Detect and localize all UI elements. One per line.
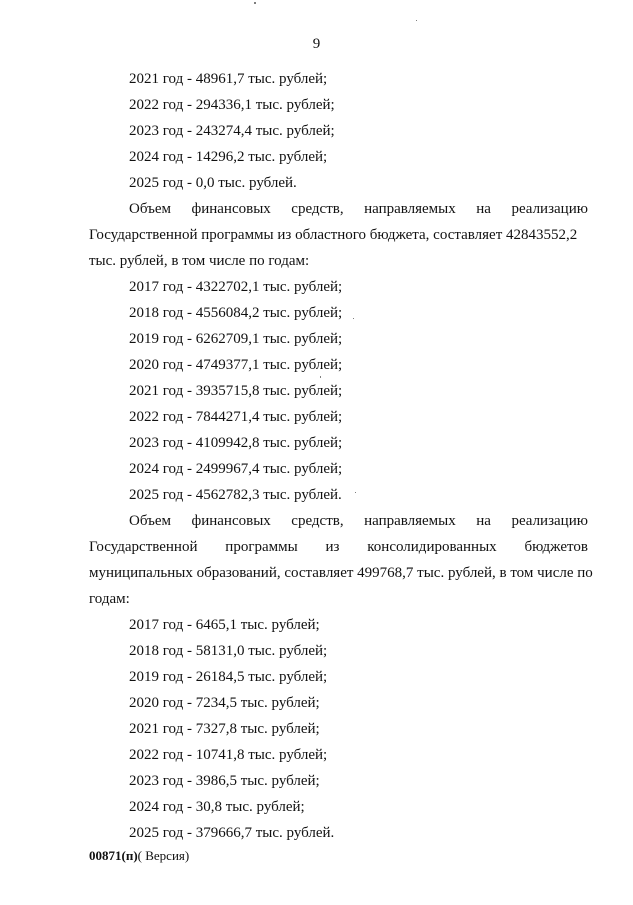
word: программы [225, 539, 298, 555]
word: Объем [129, 201, 171, 217]
scan-speck [355, 492, 356, 493]
list-item: 2025 год - 0,0 тыс. рублей. [129, 175, 297, 191]
word: консолидированных [367, 539, 497, 555]
list-item: 2019 год - 6262709,1 тыс. рублей; [129, 331, 343, 347]
word: из [325, 539, 340, 555]
word: реализацию [511, 513, 588, 529]
paragraph-regional-budget [89, 196, 588, 274]
paragraph-line: Государственной программы из областного бюджета, составляет 42843552,2 [89, 227, 578, 243]
funding-list-regional [89, 274, 588, 508]
paragraph-line [89, 196, 588, 222]
list-item: 2019 год - 26184,5 тыс. рублей; [129, 669, 328, 685]
list-item: 2025 год - 379666,7 тыс. рублей. [129, 825, 335, 841]
paragraph-line: муниципальных образований, составляет 499768,7 тыс. рублей, в том числе по [89, 565, 593, 581]
word: финансовых [191, 201, 271, 217]
list-item: 2025 год - 4562782,3 тыс. рублей. [129, 487, 342, 503]
paragraph-municipal-budgets [89, 508, 593, 612]
word: на [476, 201, 491, 217]
paragraph-line [89, 534, 588, 560]
word: средств, [291, 513, 344, 529]
scan-speck [254, 2, 256, 4]
list-item: 2023 год - 4109942,8 тыс. рублей; [129, 435, 343, 451]
list-item: 2021 год - 48961,7 тыс. рублей; [129, 71, 328, 87]
list-item: 2024 год - 30,8 тыс. рублей; [129, 799, 305, 815]
list-item: 2022 год - 7844271,4 тыс. рублей; [129, 409, 343, 425]
word: Государственной [89, 539, 198, 555]
document-code: 00871(п) [89, 848, 138, 863]
word: финансовых [191, 513, 271, 529]
word: средств, [291, 201, 344, 217]
list-item: 2022 год - 10741,8 тыс. рублей; [129, 747, 328, 763]
list-item: 2022 год - 294336,1 тыс. рублей; [129, 97, 335, 113]
word: направляемых [364, 513, 456, 529]
word: на [476, 513, 491, 529]
list-item: 2020 год - 4749377,1 тыс. рублей; [129, 357, 343, 373]
scan-speck [320, 376, 321, 378]
word: направляемых [364, 201, 456, 217]
funding-list-municipal [89, 612, 588, 846]
document-footer-code [89, 848, 189, 864]
list-item: 2017 год - 6465,1 тыс. рублей; [129, 617, 320, 633]
list-item: 2021 год - 3935715,8 тыс. рублей; [129, 383, 343, 399]
document-version-label: ( Версия) [137, 848, 190, 863]
document-body [89, 66, 593, 846]
page-number: 9 [312, 36, 321, 52]
list-item: 2017 год - 4322702,1 тыс. рублей; [129, 279, 343, 295]
list-item: 2024 год - 14296,2 тыс. рублей; [129, 149, 328, 165]
paragraph-line [89, 508, 588, 534]
list-item: 2024 год - 2499967,4 тыс. рублей; [129, 461, 343, 477]
paragraph-line: тыс. рублей, в том числе по годам: [89, 253, 310, 269]
funding-list-federal [89, 66, 588, 196]
list-item: 2023 год - 243274,4 тыс. рублей; [129, 123, 335, 139]
paragraph-line: годам: [89, 591, 130, 607]
list-item: 2021 год - 7327,8 тыс. рублей; [129, 721, 320, 737]
list-item: 2023 год - 3986,5 тыс. рублей; [129, 773, 320, 789]
list-item: 2018 год - 58131,0 тыс. рублей; [129, 643, 328, 659]
word: бюджетов [524, 539, 588, 555]
list-item: 2018 год - 4556084,2 тыс. рублей; [129, 305, 343, 321]
list-item: 2020 год - 7234,5 тыс. рублей; [129, 695, 320, 711]
scan-speck [353, 318, 354, 319]
scan-speck [416, 20, 417, 21]
word: реализацию [511, 201, 588, 217]
word: Объем [129, 513, 171, 529]
